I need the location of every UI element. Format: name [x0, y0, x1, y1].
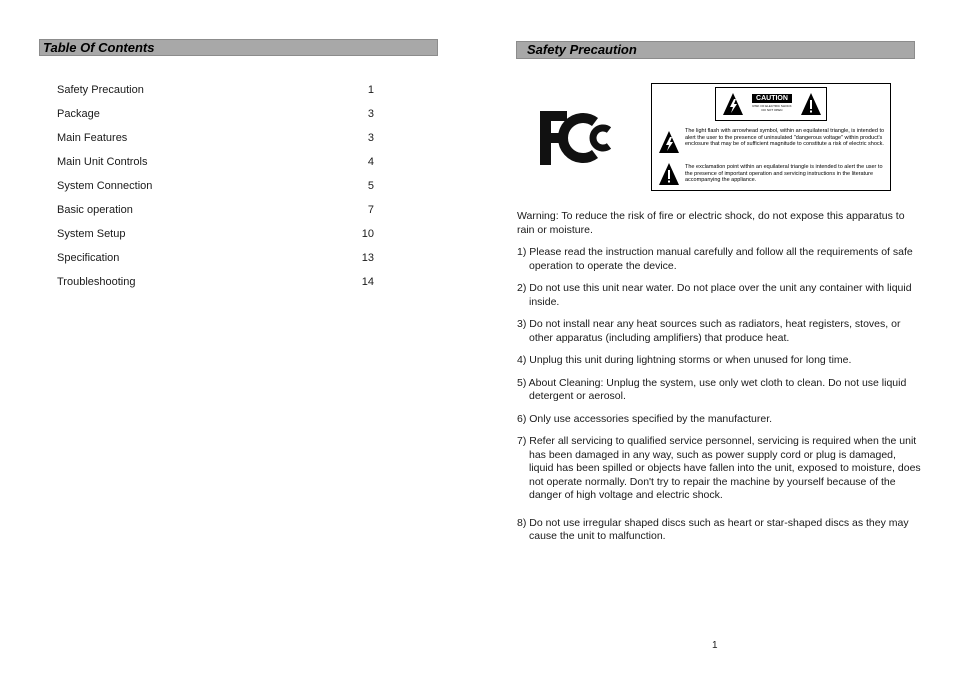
- toc-title: Table Of Contents: [39, 39, 438, 56]
- caution-strip: [715, 87, 827, 121]
- safety-title: Safety Precaution: [516, 41, 915, 59]
- toc-item[interactable]: [57, 108, 377, 132]
- toc-item-label: Main Features: [57, 132, 128, 144]
- toc-item[interactable]: [57, 132, 377, 156]
- toc-item-page: 1: [367, 84, 374, 96]
- toc-item-label: Safety Precaution: [57, 84, 144, 96]
- toc-item-page: 14: [361, 276, 374, 288]
- toc-item-page: 13: [361, 252, 374, 264]
- safety-body: [517, 210, 922, 544]
- toc-item-page: 3: [367, 132, 374, 144]
- caution-word: CAUTION: [752, 94, 792, 103]
- safety-item: 3) Do not install near any heat sources such as radiators, heat registers, stoves, or other apparatus (including amplifiers) that produce heat.: [517, 318, 901, 344]
- exclamation-triangle-icon: [658, 162, 680, 186]
- toc-item[interactable]: [57, 276, 377, 300]
- safety-item: 8) Do not use irregular shaped discs such as heart or star-shaped discs as they may cause the unit to malfunction.: [517, 516, 909, 542]
- exclamation-triangle-icon: [800, 92, 822, 116]
- toc-item-page: 4: [367, 156, 374, 168]
- safety-item: 6) Only use accessories specified by the manufacturer.: [517, 412, 773, 425]
- toc-item-page: 3: [367, 108, 374, 120]
- caution-label-box: [651, 83, 891, 191]
- toc-item-label: Specification: [57, 252, 120, 264]
- toc-item-label: System Setup: [57, 228, 126, 240]
- toc-item[interactable]: [57, 252, 377, 276]
- toc-item-label: Troubleshooting: [57, 276, 136, 288]
- caution-badge: [752, 94, 792, 116]
- lightning-triangle-icon: [722, 92, 744, 116]
- toc-item-label: System Connection: [57, 180, 153, 192]
- safety-item: 7) Refer all servicing to qualified service personnel, servicing is required when the unit has been damaged in any way, such as power supply cord or plug is damaged, liquid has been spilled or objects have fallen into the unit, exposed to moisture, does not operate normally. Don't try to repair the machine by yourself because of the danger of high voltage and electric shock.: [517, 435, 921, 501]
- page-number: 1: [712, 640, 718, 651]
- toc-item[interactable]: [57, 180, 377, 204]
- toc-item[interactable]: [57, 228, 377, 252]
- safety-item: 2) Do not use this unit near water. Do not place over the unit any container with liquid inside.: [517, 282, 912, 308]
- toc-list: [57, 84, 377, 300]
- toc-item-page: 7: [367, 204, 374, 216]
- toc-item-label: Basic operation: [57, 204, 133, 216]
- toc-item[interactable]: [57, 156, 377, 180]
- toc-item-page: 5: [367, 180, 374, 192]
- warning-text: Warning: To reduce the risk of fire or electric shock, do not expose this apparatus to rain or moisture.: [517, 210, 905, 236]
- fcc-logo: [537, 108, 623, 168]
- toc-item-page: 10: [361, 228, 374, 240]
- caution-sublabel: RISK OF ELECTRIC SHOCK DO NOT OPEN: [752, 104, 792, 112]
- lightning-symbol-text: The light flash with arrowhead symbol, within an equilateral triangle, is intended to alert the user to the presence of uninsulated "dangerous voltage" within product's enclosure that may be of sufficient magnitude to constitute a risk of electric shock.: [685, 128, 885, 148]
- lightning-triangle-icon: [658, 130, 680, 154]
- toc-item-label: Main Unit Controls: [57, 156, 148, 168]
- toc-item-label: Package: [57, 108, 100, 120]
- safety-item: 5) About Cleaning: Unplug the system, use only wet cloth to clean. Do not use liquid detergent or aerosol.: [517, 376, 907, 402]
- safety-item: 4) Unplug this unit during lightning storms or when unused for long time.: [517, 354, 852, 366]
- toc-item[interactable]: [57, 204, 377, 228]
- toc-item[interactable]: [57, 84, 377, 108]
- exclamation-symbol-text: The exclamation point within an equilateral triangle is intended to alert the user to the presence of important operation and servicing instructions in the literature accompanying the appliance.: [685, 164, 883, 184]
- safety-item: 1) Please read the instruction manual carefully and follow all the requirements of safe operation to operate the device.: [517, 246, 913, 272]
